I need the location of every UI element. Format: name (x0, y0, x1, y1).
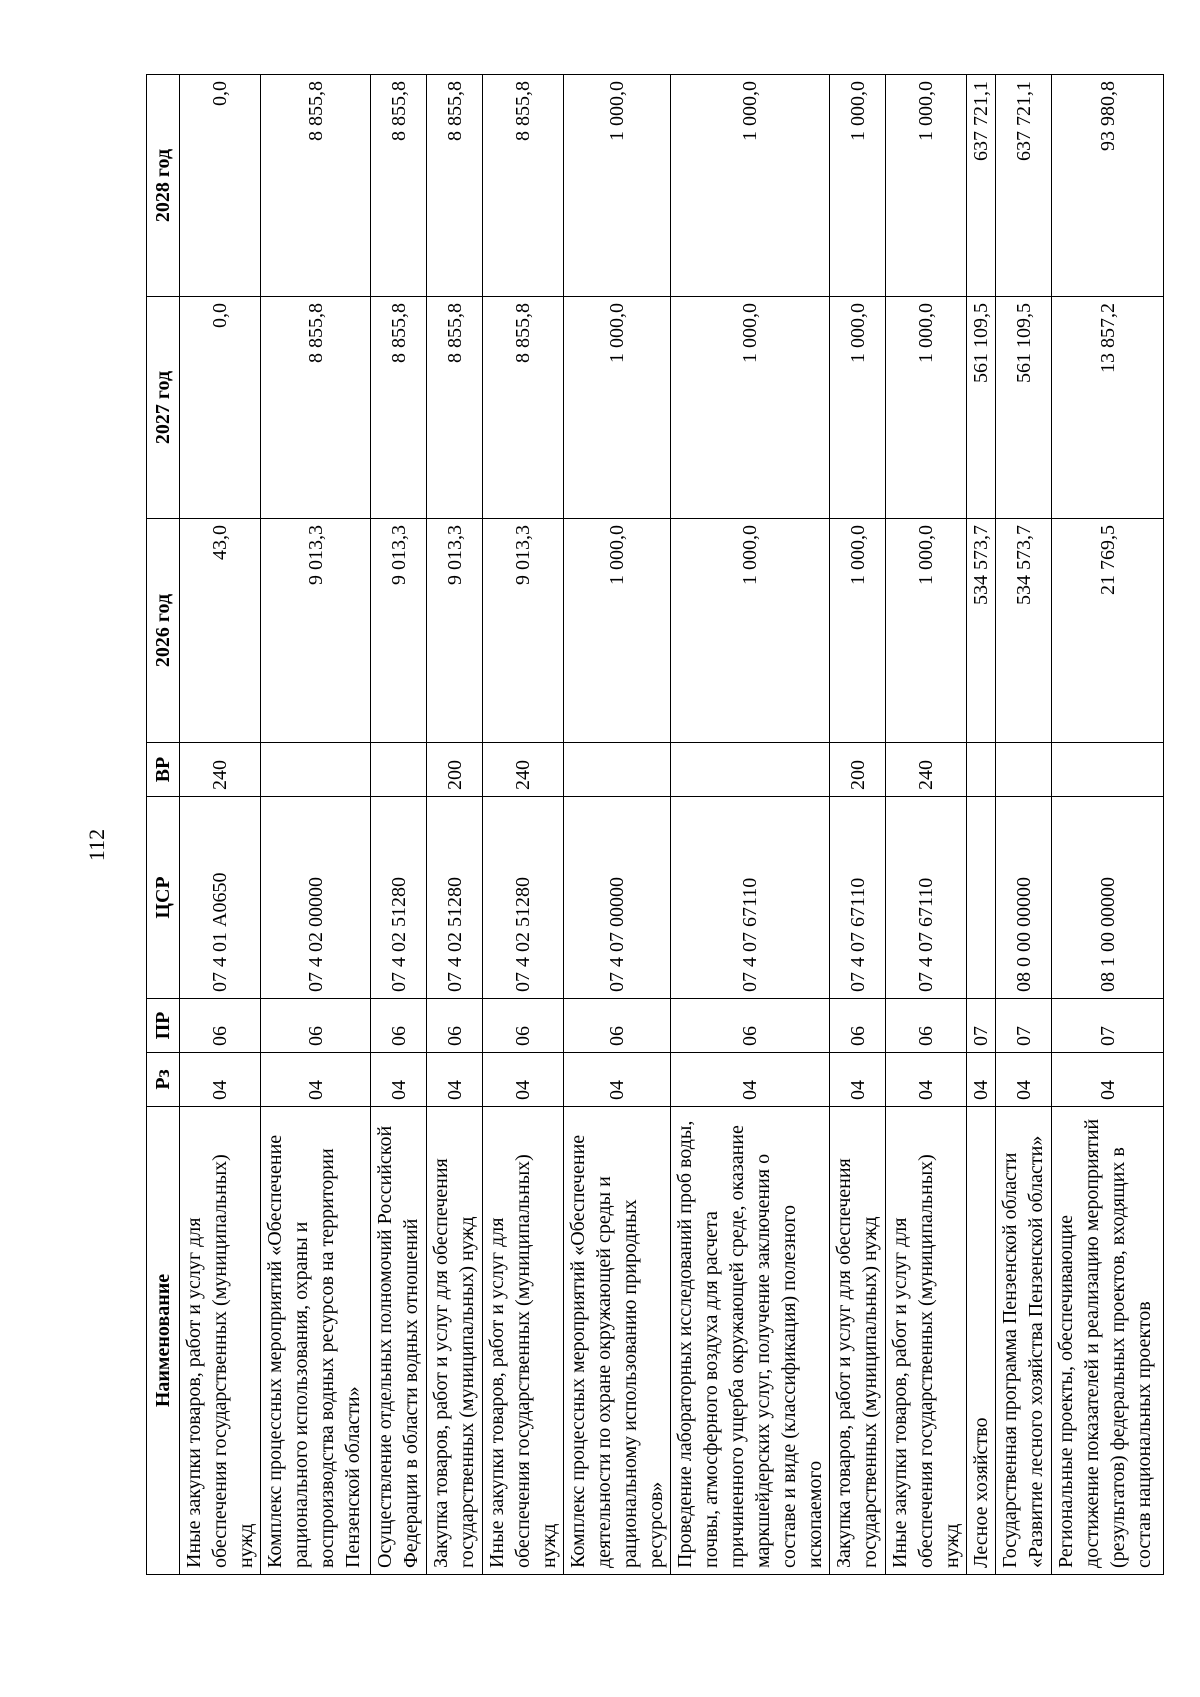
row-2026: 9 013,3 (483, 519, 564, 743)
row-rz: 04 (671, 1053, 830, 1107)
row-2028: 8 855,8 (371, 75, 427, 297)
row-vr (1052, 743, 1164, 797)
row-name: Проведение лабораторных исследований проб воды, почвы, атмосферного воздуха для расчета причиненного ущерба окружающей среде, оказание маркшейдерских услуг, получение заключения о составе и виде (классификация) полезного ископаемого (671, 1107, 830, 1575)
row-csr: 08 1 00 00000 (1052, 797, 1164, 999)
row-pr: 06 (427, 999, 483, 1053)
row-name: Лесное хозяйство (967, 1107, 996, 1575)
table-row (180, 75, 261, 1575)
row-csr: 08 0 00 00000 (996, 797, 1052, 999)
page-number: 112 (84, 828, 109, 862)
row-pr: 06 (261, 999, 371, 1053)
row-2028: 1 000,0 (564, 75, 671, 297)
header-name: Наименование (147, 1107, 180, 1575)
row-2028: 0,0 (180, 75, 261, 297)
row-name: Осуществление отдельных полномочий Российской Федерации в области водных отношений (371, 1107, 427, 1575)
row-2027: 1 000,0 (886, 297, 967, 519)
row-2027: 561 109,5 (996, 297, 1052, 519)
row-2027: 1 000,0 (830, 297, 886, 519)
row-2028: 1 000,0 (830, 75, 886, 297)
row-csr: 07 4 02 51280 (371, 797, 427, 999)
row-2026: 9 013,3 (371, 519, 427, 743)
row-csr: 07 4 02 00000 (261, 797, 371, 999)
row-pr: 07 (967, 999, 996, 1053)
row-csr: 07 4 07 00000 (564, 797, 671, 999)
row-2027: 1 000,0 (671, 297, 830, 519)
table-row (967, 75, 996, 1575)
row-name: Иные закупки товаров, работ и услуг для обеспечения государственных (муниципальных) нужд (180, 1107, 261, 1575)
row-2028: 1 000,0 (886, 75, 967, 297)
row-rz: 04 (371, 1053, 427, 1107)
budget-table (146, 74, 1164, 1575)
header-pr: ПР (147, 999, 180, 1053)
row-name: Закупка товаров, работ и услуг для обеспечения государственных (муниципальных) нужд (427, 1107, 483, 1575)
row-vr (371, 743, 427, 797)
row-2028: 8 855,8 (483, 75, 564, 297)
row-csr: 07 4 07 67110 (886, 797, 967, 999)
row-2028: 8 855,8 (261, 75, 371, 297)
table-row (261, 75, 371, 1575)
table-row (427, 75, 483, 1575)
row-csr (967, 797, 996, 999)
row-pr: 06 (671, 999, 830, 1053)
row-rz: 04 (564, 1053, 671, 1107)
header-2028: 2028 год (147, 75, 180, 297)
table-row (1052, 75, 1164, 1575)
row-csr: 07 4 07 67110 (830, 797, 886, 999)
row-vr: 240 (886, 743, 967, 797)
row-vr (671, 743, 830, 797)
header-row (147, 75, 180, 1575)
row-2026: 1 000,0 (671, 519, 830, 743)
row-2028: 8 855,8 (427, 75, 483, 297)
row-rz: 04 (483, 1053, 564, 1107)
row-vr (261, 743, 371, 797)
row-pr: 06 (564, 999, 671, 1053)
row-2026: 9 013,3 (427, 519, 483, 743)
row-2026: 534 573,7 (967, 519, 996, 743)
row-rz: 04 (1052, 1053, 1164, 1107)
row-csr: 07 4 01 А0650 (180, 797, 261, 999)
row-vr (967, 743, 996, 797)
row-csr: 07 4 07 67110 (671, 797, 830, 999)
table-row (483, 75, 564, 1575)
row-2027: 8 855,8 (427, 297, 483, 519)
row-pr: 06 (371, 999, 427, 1053)
table-row (671, 75, 830, 1575)
row-name: Комплекс процессных мероприятий «Обеспечение деятельности по охране окружающей среды и рациональному использованию природных ресурсов» (564, 1107, 671, 1575)
row-pr: 06 (886, 999, 967, 1053)
row-2027: 1 000,0 (564, 297, 671, 519)
row-2027: 8 855,8 (483, 297, 564, 519)
row-pr: 06 (830, 999, 886, 1053)
row-name: Государственная программа Пензенской области «Развитие лесного хозяйства Пензенской области» (996, 1107, 1052, 1575)
table-row (886, 75, 967, 1575)
row-2028: 1 000,0 (671, 75, 830, 297)
header-rz: Рз (147, 1053, 180, 1107)
row-2027: 8 855,8 (371, 297, 427, 519)
row-rz: 04 (886, 1053, 967, 1107)
row-pr: 06 (180, 999, 261, 1053)
row-2027: 13 857,2 (1052, 297, 1164, 519)
row-2027: 561 109,5 (967, 297, 996, 519)
table-row (830, 75, 886, 1575)
row-2026: 1 000,0 (886, 519, 967, 743)
row-vr: 240 (180, 743, 261, 797)
row-2026: 1 000,0 (830, 519, 886, 743)
row-name: Комплекс процессных мероприятий «Обеспечение рационального использования, охраны и воспроизводства водных ресурсов на территории Пензенской области» (261, 1107, 371, 1575)
row-2026: 1 000,0 (564, 519, 671, 743)
row-name: Иные закупки товаров, работ и услуг для обеспечения государственных (муниципальных) нужд (483, 1107, 564, 1575)
table-row (371, 75, 427, 1575)
row-rz: 04 (261, 1053, 371, 1107)
row-rz: 04 (830, 1053, 886, 1107)
row-name: Закупка товаров, работ и услуг для обеспечения государственных (муниципальных) нужд (830, 1107, 886, 1575)
budget-table-rotated (146, 75, 1155, 1575)
row-2028: 637 721,1 (996, 75, 1052, 297)
row-vr (996, 743, 1052, 797)
row-2026: 534 573,7 (996, 519, 1052, 743)
row-2027: 0,0 (180, 297, 261, 519)
row-vr: 200 (427, 743, 483, 797)
row-rz: 04 (427, 1053, 483, 1107)
row-rz: 04 (180, 1053, 261, 1107)
row-vr (564, 743, 671, 797)
row-pr: 07 (1052, 999, 1164, 1053)
row-pr: 06 (483, 999, 564, 1053)
row-vr: 200 (830, 743, 886, 797)
header-2026: 2026 год (147, 519, 180, 743)
row-pr: 07 (996, 999, 1052, 1053)
header-2027: 2027 год (147, 297, 180, 519)
row-name: Региональные проекты, обеспечивающие достижение показателей и реализацию мероприятий (результатов) федеральных проектов, входящих в состав национальных проектов (1052, 1107, 1164, 1575)
row-rz: 04 (996, 1053, 1052, 1107)
row-2028: 637 721,1 (967, 75, 996, 297)
row-rz: 04 (967, 1053, 996, 1107)
row-2026: 21 769,5 (1052, 519, 1164, 743)
header-csr: ЦСР (147, 797, 180, 999)
row-2026: 9 013,3 (261, 519, 371, 743)
row-vr: 240 (483, 743, 564, 797)
header-vr: ВР (147, 743, 180, 797)
row-2028: 93 980,8 (1052, 75, 1164, 297)
row-2026: 43,0 (180, 519, 261, 743)
row-2027: 8 855,8 (261, 297, 371, 519)
row-name: Иные закупки товаров, работ и услуг для обеспечения государственных (муниципальных) нужд (886, 1107, 967, 1575)
row-csr: 07 4 02 51280 (483, 797, 564, 999)
row-csr: 07 4 02 51280 (427, 797, 483, 999)
table-row (564, 75, 671, 1575)
table-row (996, 75, 1052, 1575)
